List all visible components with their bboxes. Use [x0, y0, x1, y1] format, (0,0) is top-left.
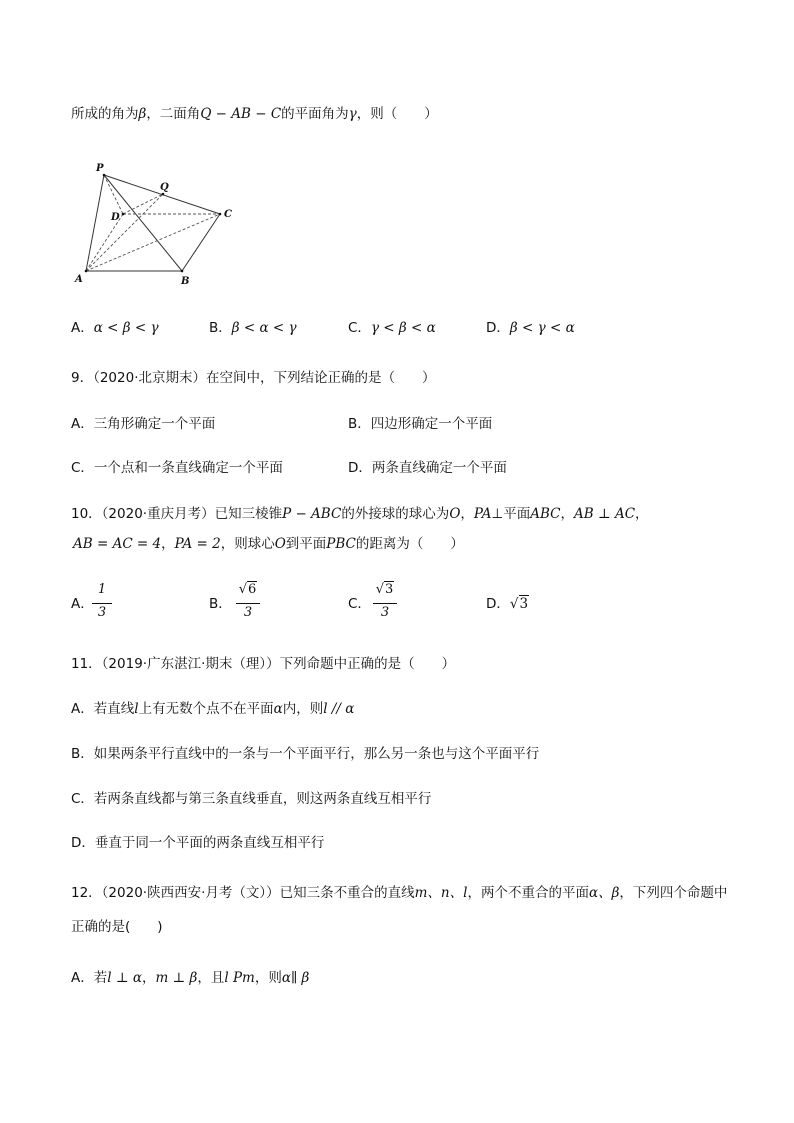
sqrt-expression: √3	[509, 596, 529, 612]
q11-option-a: A．若直线l上有无数个点不在平面α内，则l // α	[71, 701, 355, 717]
q12-stem-line1: 12．（2020·陕西西安·月考（文））已知三条不重合的直线m、n、l，两个不重合的平面α、β，下列四个命题中	[71, 885, 728, 901]
edge-DQ	[123, 194, 163, 214]
q9-option-a: A．三角形确定一个平面	[71, 416, 216, 432]
q10-option-a-letter: A．	[71, 596, 94, 612]
label-D: D	[111, 212, 120, 223]
q11-option-c: C．若两条直线都与第三条直线垂直，则这两条直线互相平行	[71, 791, 432, 807]
edge-AC	[86, 214, 220, 271]
edge-BC	[182, 214, 220, 271]
q8-stem: 所成的角为β，二面角Q − AB − C的平面角为γ，则（ ）	[71, 106, 438, 122]
q9-option-b: B．四边形确定一个平面	[348, 416, 493, 432]
pyramid-figure	[70, 158, 240, 290]
q9-stem: 9．（2020·北京期末）在空间中，下列结论正确的是（ ）	[71, 370, 436, 386]
q10-stem-line2: AB = AC = 4，PA = 2，则球心O到平面PBC的距离为（ ）	[73, 536, 464, 552]
q11-stem: 11．（2019·广东湛江·期末（理））下列命题中正确的是（ ）	[71, 656, 456, 672]
label-Q: Q	[160, 182, 169, 193]
q11-option-b: B．如果两条平行直线中的一条与一个平面平行，那么另一条也与这个平面平行	[71, 746, 540, 762]
label-P: P	[96, 163, 104, 174]
q8-option-a: A．α < β < γ	[71, 320, 159, 336]
q9-option-d: D．两条直线确定一个平面	[348, 460, 507, 476]
q8-option-d: D．β < γ < α	[486, 320, 575, 336]
label-A: A	[75, 274, 83, 285]
q12-option-a: A．若l ⊥ α，m ⊥ β，且l Pm，则α∥ β	[71, 970, 310, 986]
q10-option-d: D．√3	[486, 596, 529, 612]
q8-option-c: C．γ < β < α	[348, 320, 436, 336]
q8-option-b: B．β < α < γ	[209, 320, 297, 336]
edge-PB	[104, 175, 182, 271]
q10-option-c-letter: C．	[348, 596, 371, 612]
q10-stem-line1: 10．（2020·重庆月考）已知三棱锥P − ABC的外接球的球心为O，PA⊥平面ABC，AB ⊥ AC，	[71, 506, 649, 522]
q11-option-d: D．垂直于同一个平面的两条直线互相平行	[71, 835, 325, 851]
edge-AQ	[86, 194, 163, 271]
label-C: C	[224, 209, 232, 220]
label-B: B	[181, 276, 190, 287]
q10-option-b-letter: B．	[209, 596, 232, 612]
q9-option-c: C．一个点和一条直线确定一个平面	[71, 460, 283, 476]
q12-stem-line2: 正确的是( )	[71, 919, 163, 935]
